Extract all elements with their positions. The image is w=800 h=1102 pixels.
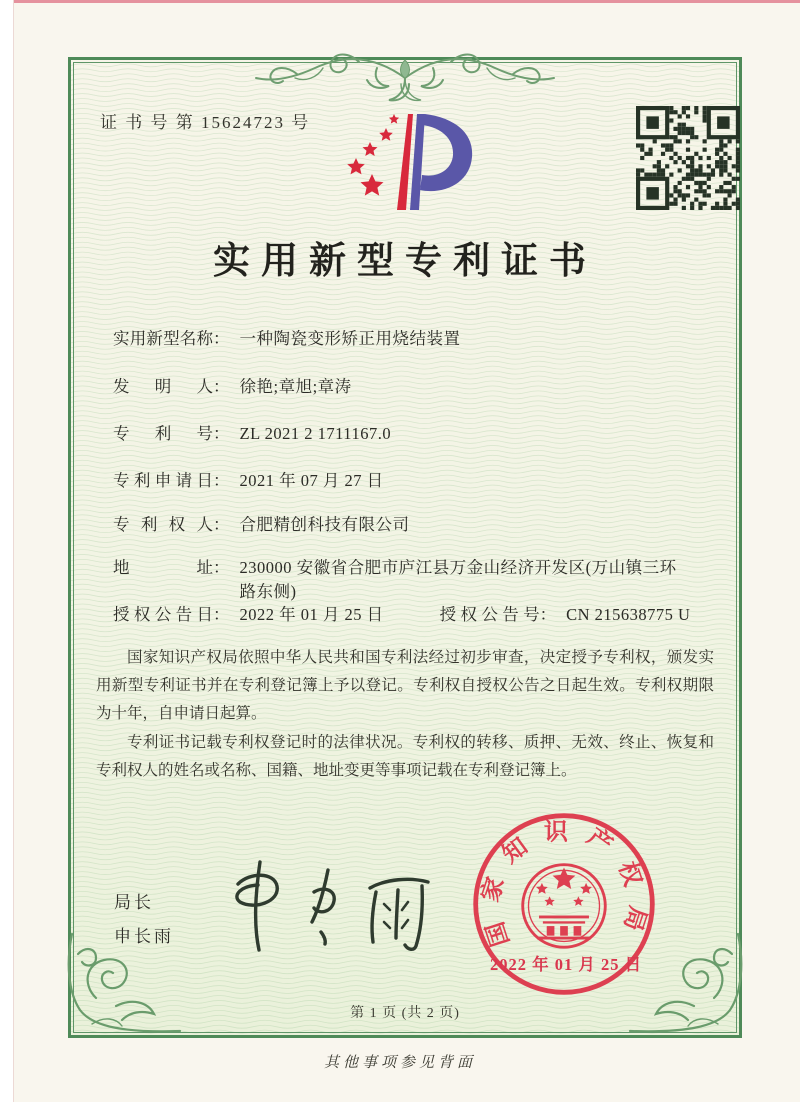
cnipa-logo-icon [332,110,482,216]
field-label: 授权公告日 [113,605,213,624]
scan-artifact-left [0,0,14,1102]
field-value-inventors: 徐艳;章旭;章涛 [239,377,352,396]
signer-name: 申长雨 [114,927,174,946]
seal-text: 国家知识产权局 [477,819,651,950]
colon: ： [213,605,230,624]
field-value-invention-name: 一种陶瓷变形矫正用烧结装置 [239,329,461,348]
colon: ： [213,515,230,534]
field-row-name [113,327,461,351]
colon: ： [213,377,230,396]
field-value-patentee: 合肥精创科技有限公司 [239,515,410,534]
colon: ： [213,424,230,443]
field-label: 专利号 [113,424,213,443]
national-emblem-icon [523,865,606,948]
signature-handwriting-icon [224,852,439,960]
field-label: 地址 [113,558,213,577]
field-value-grant-date: 2022 年 01 月 25 日 [239,605,384,624]
field-label: 实用新型名称 [113,329,213,348]
signer-title: 局长 [114,893,154,912]
seal-date: 2022 年 01 月 25 日 [490,955,643,974]
field-value-patent-number: ZL 2021 2 1711167.0 [239,424,392,443]
field-value-filing-date: 2021 年 07 月 27 日 [239,471,384,490]
legal-text-block [96,644,714,785]
field-row-patent-number [113,422,391,446]
legal-paragraph-1: 国家知识产权局依照中华人民共和国专利法经过初步审查，决定授予专利权，颁发实用新型专利证书并在专利登记簿上予以登记。专利权自授权公告之日起生效。专利权期限为十年，自申请日起算。 [96,649,714,723]
field-label: 专利申请日 [113,471,213,490]
back-side-note: 其他事项参见背面 [323,1055,476,1071]
field-label: 发明人 [113,377,213,396]
field-value-grant-number: CN 215638775 U [566,605,691,624]
page-number: 第 1 页 (共 2 页) [350,1006,460,1021]
certificate-number: 证 书 号 第 15624723 号 [100,113,311,132]
field-value-address: 230000 安徽省合肥市庐江县万金山经济开发区(万山镇三环路东侧) [239,558,677,601]
field-row-inventor [113,375,352,399]
field-row-address [113,556,686,604]
colon: ： [213,471,230,490]
scan-artifact-top [0,0,800,3]
field-label: 授权公告号 [439,605,540,624]
colon: ： [213,558,230,577]
field-label: 专利权人 [113,515,213,534]
field-row-filing-date [113,469,384,493]
colon: ： [213,329,230,348]
legal-paragraph-2: 专利证书记载专利权登记时的法律状况。专利权的转移、质押、无效、终止、恢复和专利权人的姓名或名称、国籍、地址变更等事项记载在专利登记簿上。 [96,733,714,779]
qr-code [636,106,740,210]
field-row-grant [113,603,690,627]
colon: ： [539,605,557,624]
field-row-patentee [113,513,410,537]
certificate-title: 实用新型专利证书 [213,241,597,282]
